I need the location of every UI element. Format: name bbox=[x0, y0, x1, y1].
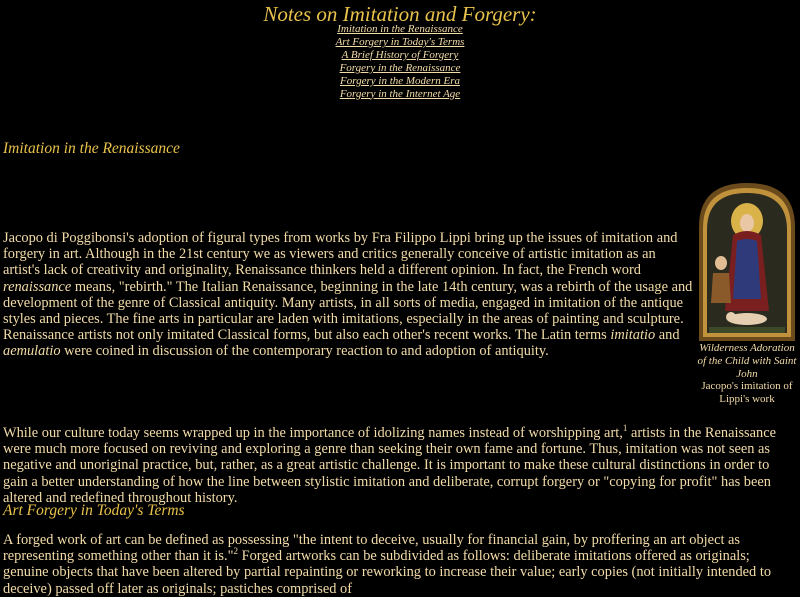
term-aemulatio: aemulatio bbox=[3, 343, 61, 360]
term-imitatio: imitatio bbox=[610, 327, 656, 344]
toc-link-history[interactable]: A Brief History of Forgery bbox=[341, 48, 459, 61]
painting-figure bbox=[696, 181, 798, 406]
text-run: artists in the Renaissance were much more focused on reviving and exploring a genre than seeking their own fame and fortune. Thus, imitation was not seen as negative and unoriginal practice, but, rather, as a great artistic challenge. It is important to make these cultural distinctions in order to gain a better understanding of how the line between stylistic imitation and deliberate, corrupt forgery or "copying for profit" has been altered and redefined throughout history. bbox=[3, 425, 777, 506]
paragraph-todays-terms-1 bbox=[3, 532, 795, 597]
toc-link-internet-age[interactable]: Forgery in the Internet Age bbox=[339, 87, 461, 100]
section-heading-imitation: Imitation in the Renaissance bbox=[3, 140, 180, 157]
toc-link-imitation[interactable]: Imitation in the Renaissance bbox=[337, 23, 463, 35]
text-run: were coined in discussion of the contemporary reaction to and adoption of antiquity. bbox=[60, 343, 549, 360]
text-run: Jacopo di Poggibonsi's adoption of figural types from works by Fra Filippo Lippi bring up the issues of imitation and forgery in art. Although in the 21st century we as viewers and critics generally conceive of artistic imitation as an artist's lack of creativity and originality, Renaissance thinkers held a different opinion. In fact, the French word bbox=[3, 230, 678, 279]
footnote-ref-2[interactable]: 2 bbox=[233, 546, 238, 557]
painting-image bbox=[697, 181, 797, 341]
term-renaissance: renaissance bbox=[3, 278, 72, 295]
text-run: Forged artworks can be subdivided as follows: deliberate imitations offered as originals; genuine objects that have been altered by partial repainting or reworking to increase their value; early copies (not initially intended to deceive) passed off later as originals; pastiches comprised of bbox=[3, 548, 772, 597]
text-run: A forged work of art can be defined as possessing "the intent to deceive, usually for financial gain, by proffering an art object as representing something other than it is." bbox=[3, 532, 741, 565]
toc-link-forgery-renaissance[interactable]: Forgery in the Renaissance bbox=[339, 61, 461, 74]
section-heading-todays-terms: Art Forgery in Today's Terms bbox=[3, 502, 185, 519]
paragraph-imitation-1 bbox=[3, 230, 693, 360]
text-run: and bbox=[655, 327, 680, 344]
table-of-contents bbox=[0, 23, 800, 100]
toc-link-modern-era[interactable]: Forgery in the Modern Era bbox=[340, 74, 460, 87]
text-run: While our culture today seems wrapped up in the importance of idolizing names instead of worshipping art, bbox=[3, 425, 623, 441]
figure-title: Wilderness Adoration of the Child with Saint John bbox=[697, 342, 797, 380]
toc-link-todays-terms[interactable]: Art Forgery in Today's Terms bbox=[335, 35, 465, 48]
text-run: means, "rebirth." The Italian Renaissance, beginning in the late 14th century, was a rebirth of the usage and development of the genre of Classical antiquity. Many artists, in all sorts of media, engaged in imitation of the antique styles and pieces. The fine arts in particular are laden with imitations, especially in the areas of painting and sculpture. Renaissance artists not only imitated Classical forms, but also each other's recent works. The Latin terms bbox=[3, 278, 693, 344]
page-title: Notes on Imitation and Forgery: bbox=[263, 2, 537, 26]
figure-caption: Jacopo's imitation of Lippi's work bbox=[701, 380, 793, 406]
paragraph-imitation-2 bbox=[3, 425, 795, 506]
footnote-ref-1[interactable]: 1 bbox=[622, 423, 628, 434]
